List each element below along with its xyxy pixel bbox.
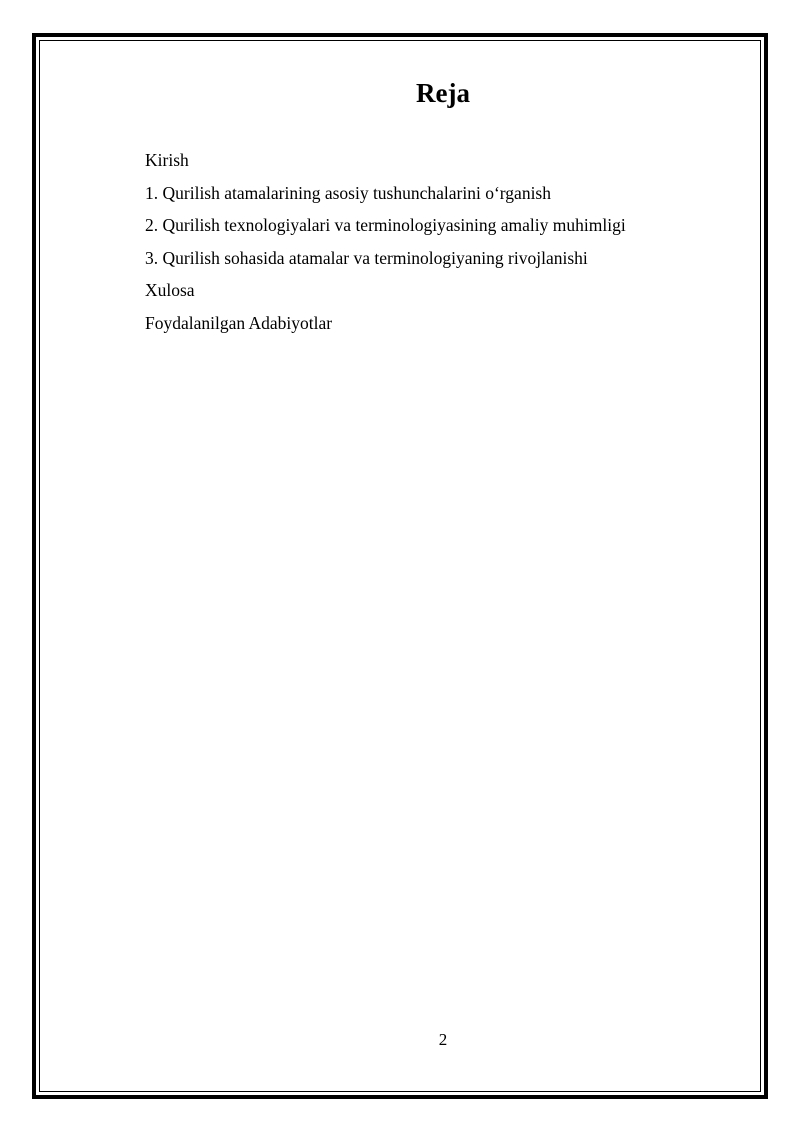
toc-item-introduction: Kirish xyxy=(145,150,189,170)
page-title: Reja xyxy=(416,78,470,108)
toc-item-chapter-2: 2. Qurilish texnologiyalari va terminologiyasining amaliy muhimligi xyxy=(145,215,626,236)
toc-item-references: Foydalanilgan Adabiyotlar xyxy=(145,312,333,333)
toc-item-chapter-1: 1. Qurilish atamalarining asosiy tushunchalarini o‘rganish xyxy=(145,182,551,203)
toc-item-conclusion: Xulosa xyxy=(145,280,195,301)
table-of-contents xyxy=(145,144,626,340)
page-number: 2 xyxy=(438,1030,448,1049)
toc-item-chapter-3: 3. Qurilish sohasida atamalar va terminologiyaning rivojlanishi xyxy=(145,247,588,268)
